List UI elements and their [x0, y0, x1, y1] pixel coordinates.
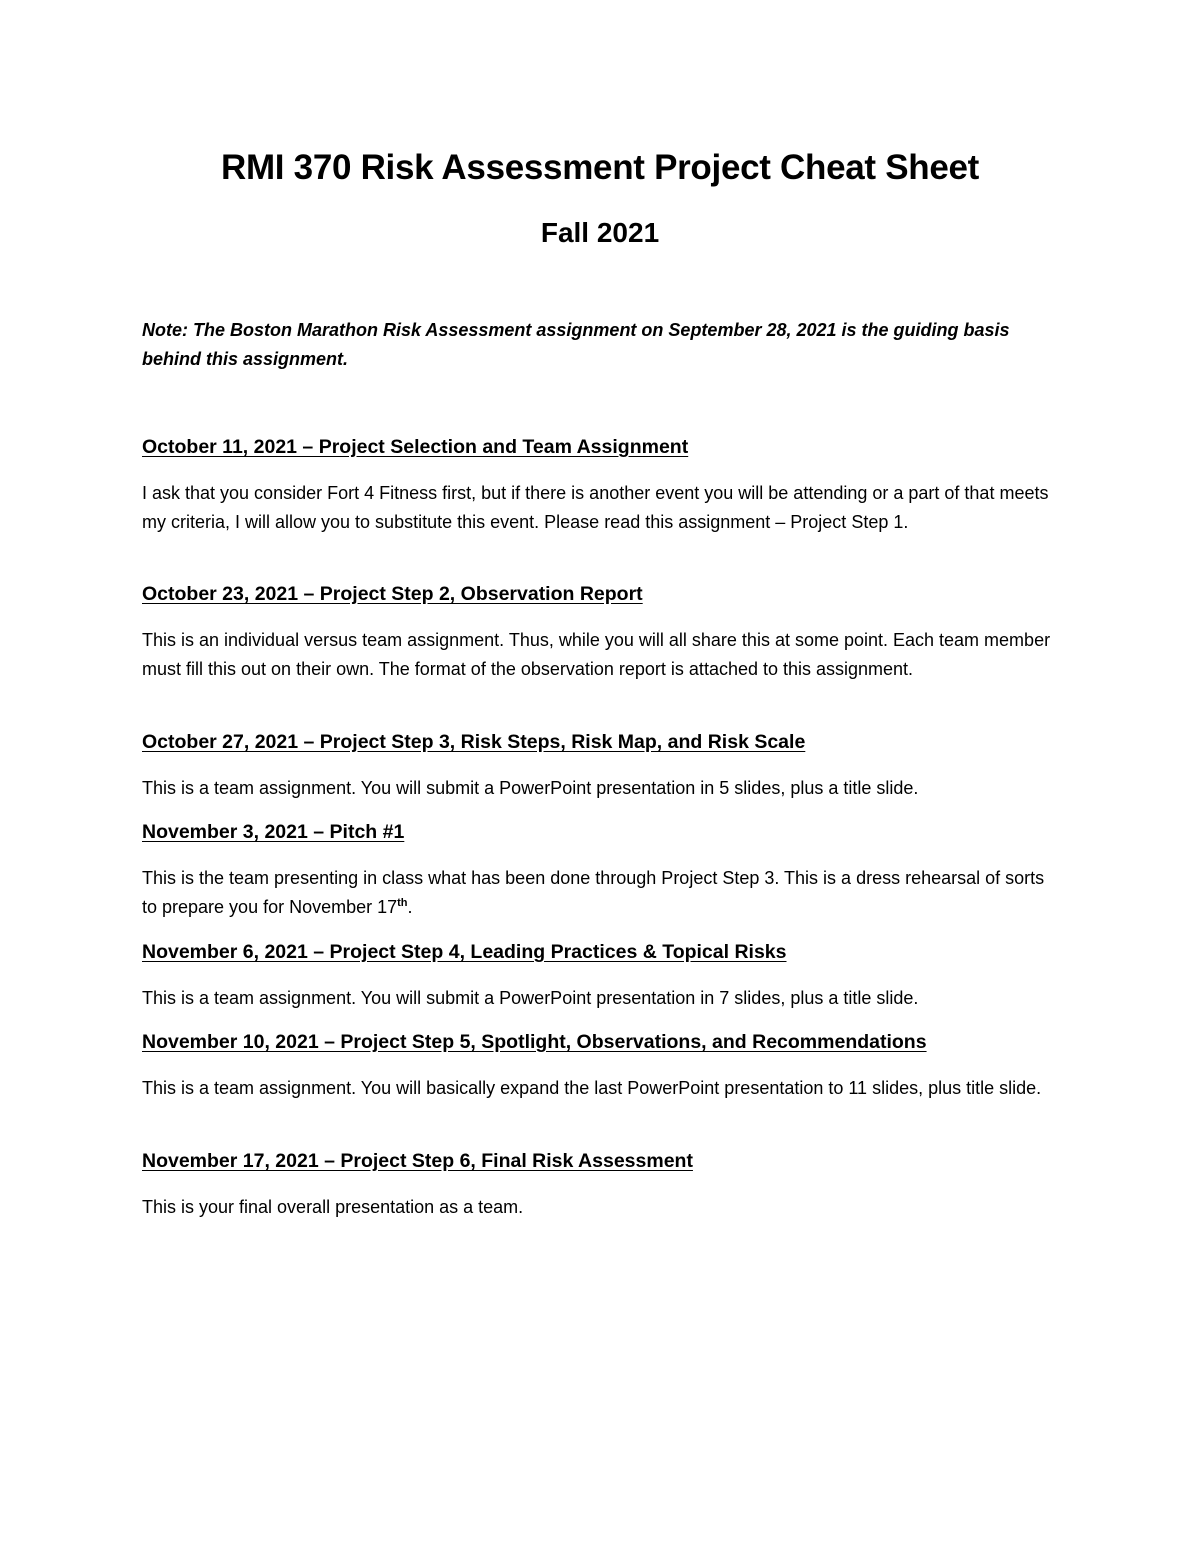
section-heading-2: October 23, 2021 – Project Step 2, Observation Report [142, 583, 643, 605]
section-heading-4: November 3, 2021 – Pitch #1 [142, 821, 405, 843]
section-body-4-end: . [407, 897, 413, 917]
note-paragraph: Note: The Boston Marathon Risk Assessment assignment on September 28, 2021 is the guiding basis behind this assignment. [142, 320, 1010, 369]
section-heading-5: November 6, 2021 – Project Step 4, Leading Practices & Topical Risks [142, 941, 787, 963]
section-body-5: This is a team assignment. You will submit a PowerPoint presentation in 7 slides, plus a title slide. [142, 988, 919, 1008]
section-body-6: This is a team assignment. You will basically expand the last PowerPoint presentation to 11 slides, plus title slide. [142, 1078, 1042, 1098]
section-body-3: This is a team assignment. You will submit a PowerPoint presentation in 5 slides, plus a title slide. [142, 778, 919, 798]
ordinal-suffix: th [397, 897, 408, 909]
section-body-4 [142, 864, 1060, 922]
section-body-4-text: This is the team presenting in class what has been done through Project Step 3. This is a dress rehearsal of sorts to prepare you for November 17 [142, 868, 1045, 917]
section-heading-7: November 17, 2021 – Project Step 6, Final Risk Assessment [142, 1150, 693, 1172]
section-heading-3: October 27, 2021 – Project Step 3, Risk Steps, Risk Map, and Risk Scale [142, 731, 806, 753]
section-heading-1: October 11, 2021 – Project Selection and Team Assignment [142, 436, 689, 458]
section-body-1: I ask that you consider Fort 4 Fitness first, but if there is another event you will be attending or a part of that meets my criteria, I will allow you to substitute this event. Please read this assignment – Project Step 1. [142, 483, 1049, 532]
document-subtitle: Fall 2021 [540, 217, 660, 248]
section-body-7: This is your final overall presentation as a team. [142, 1197, 524, 1217]
document-title: RMI 370 Risk Assessment Project Cheat Sheet [220, 148, 980, 187]
section-heading-6: November 10, 2021 – Project Step 5, Spotlight, Observations, and Recommendations [142, 1031, 927, 1053]
section-body-2: This is an individual versus team assignment. Thus, while you will all share this at some point. Each team member must fill this out on their own. The format of the observation report is attached to this assignment. [142, 630, 1051, 679]
